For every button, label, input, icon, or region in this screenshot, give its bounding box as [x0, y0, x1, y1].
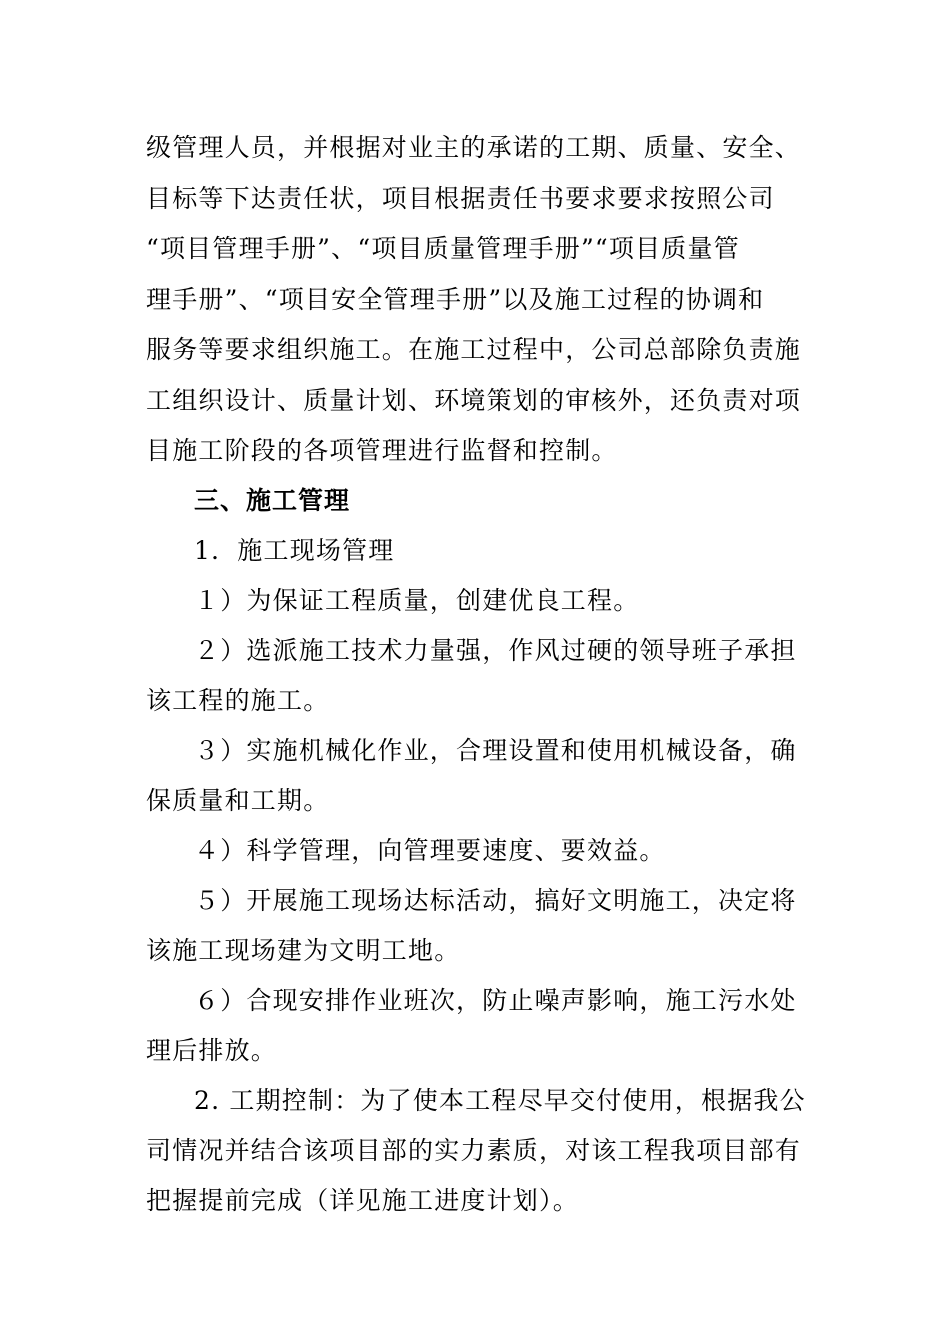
body-text-line: “项目管理手册”、“项目质量管理手册”“项目质量管	[146, 234, 740, 263]
list-item: ３）实施机械化作业，合理设置和使用机械设备，确	[194, 736, 797, 765]
subsection-heading: 1．施工现场管理	[194, 536, 395, 565]
list-item: ２）选派施工技术力量强，作风过硬的领导班子承担	[194, 636, 797, 665]
list-item-continuation: 该施工现场建为文明工地。	[146, 936, 461, 965]
body-text-line: 级管理人员，并根据对业主的承诺的工期、质量、安全、	[146, 133, 802, 162]
list-item-continuation: 理后排放。	[146, 1036, 278, 1065]
body-text-line: 目标等下达责任状，项目根据责任书要求要求按照公司	[146, 184, 775, 213]
body-text-line: 司情况并结合该项目部的实力素质，对该工程我项目部有	[146, 1136, 802, 1165]
list-item: ５）开展施工现场达标活动，搞好文明施工，决定将	[194, 886, 797, 915]
body-text-line: 服务等要求组织施工。在施工过程中，公司总部除负责施	[146, 335, 802, 364]
body-text-line: 工组织设计、质量计划、环境策划的审核外，还负责对项	[146, 386, 802, 415]
body-text-line: 理手册”、“项目安全管理手册”以及施工过程的协调和	[146, 285, 765, 314]
section-heading: 三、施工管理	[194, 486, 351, 515]
body-text-line: 2. 工期控制：为了使本工程尽早交付使用，根据我公	[194, 1086, 806, 1115]
list-item-continuation: 该工程的施工。	[146, 686, 330, 715]
list-item-continuation: 保质量和工期。	[146, 786, 330, 815]
list-item: ６）合现安排作业班次，防止噪声影响，施工污水处	[194, 986, 797, 1015]
body-text-line: 目施工阶段的各项管理进行监督和控制。	[146, 436, 618, 465]
list-item: １）为保证工程质量，创建优良工程。	[194, 586, 640, 615]
body-text-line: 把握提前完成（详见施工进度计划）。	[146, 1186, 579, 1215]
list-item: ４）科学管理，向管理要速度、要效益。	[194, 836, 666, 865]
